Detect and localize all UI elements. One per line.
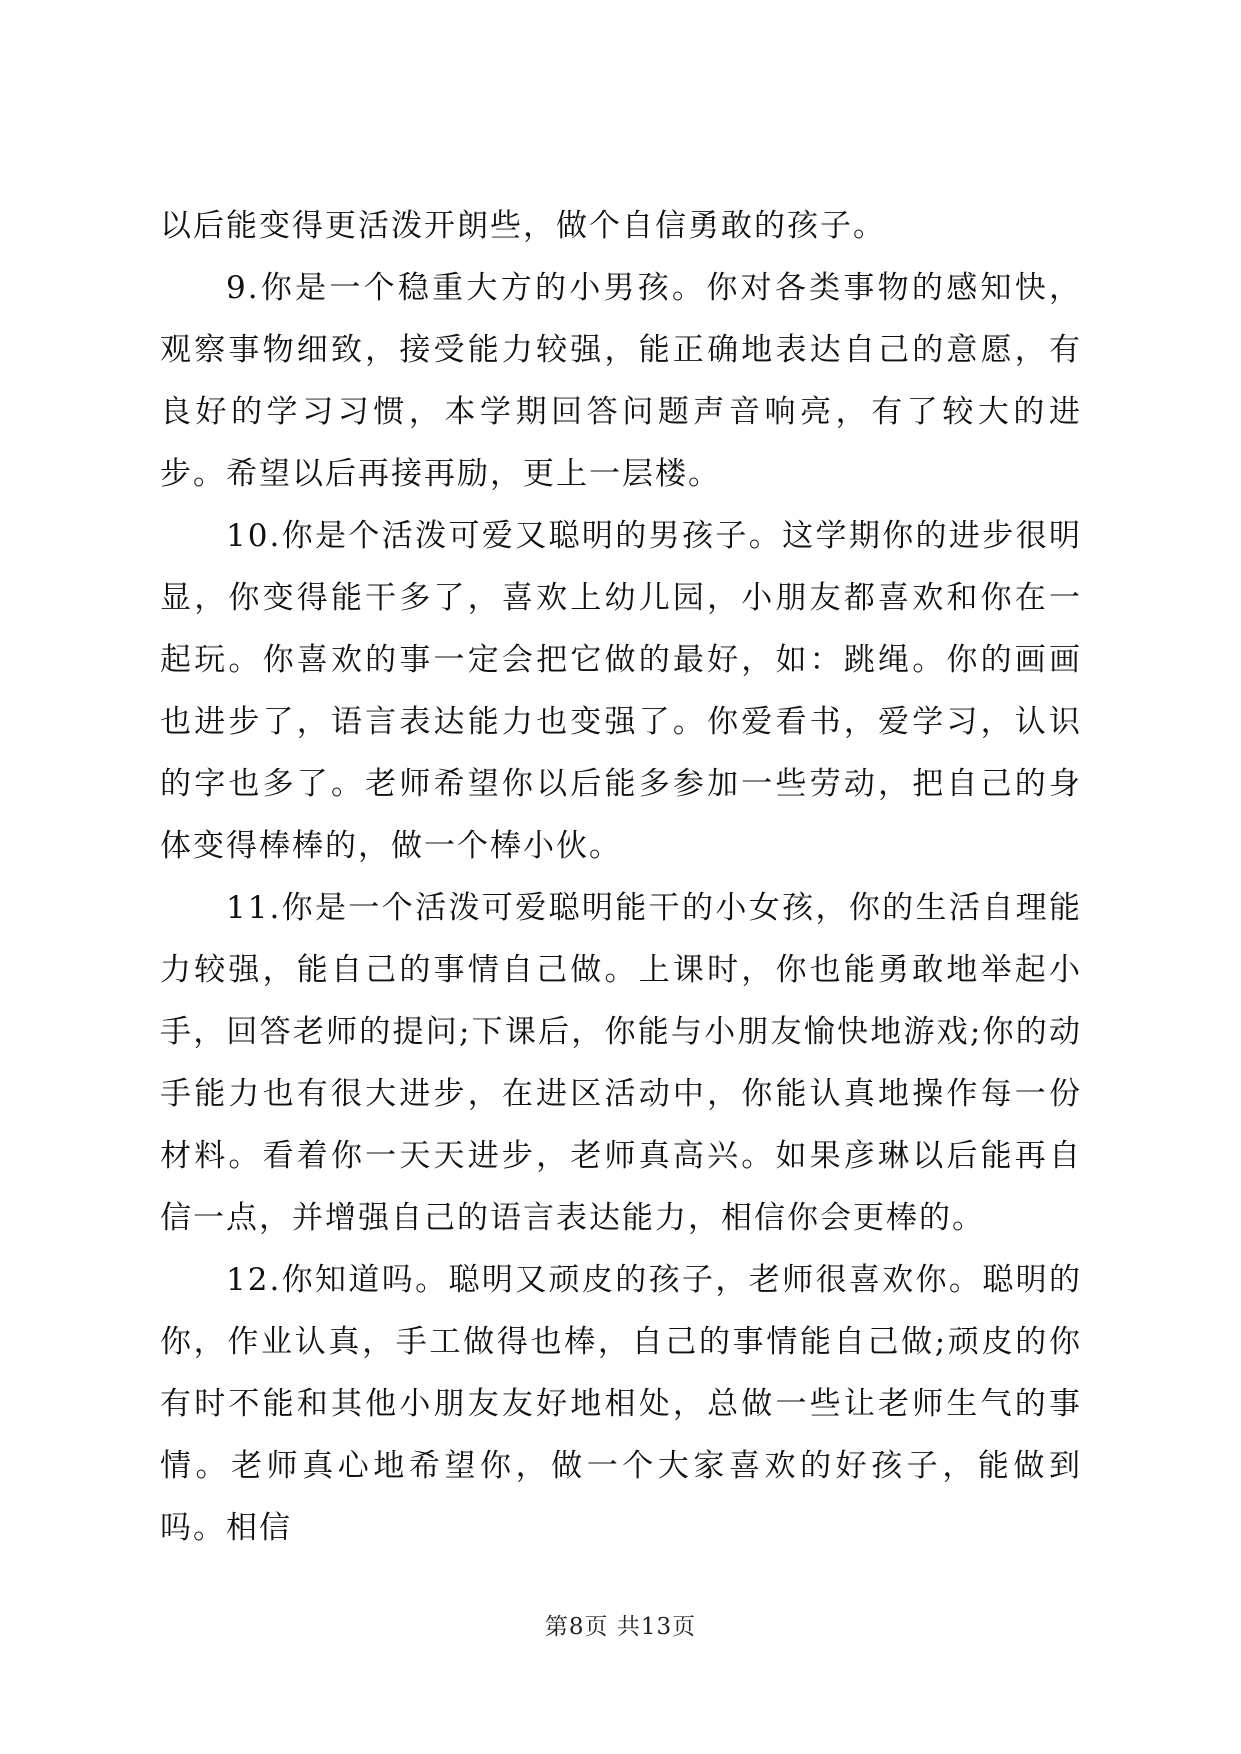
page-number-footer: 第8页 共13页 — [544, 1614, 697, 1640]
document-body — [160, 195, 1082, 1559]
paragraph-item-10: 10.你是个活泼可爱又聪明的男孩子。这学期你的进步很明显，你变得能干多了，喜欢上幼儿园，小朋友都喜欢和你在一起玩。你喜欢的事一定会把它做的最好，如：跳绳。你的画画也进步了，语言表达能力也变强了。你爱看书，爱学习，认识的字也多了。老师希望你以后能多参加一些劳动，把自己的身体变得棒棒的，做一个棒小伙。 — [160, 518, 1082, 864]
paragraph-item-11: 11.你是一个活泼可爱聪明能干的小女孩，你的生活自理能力较强，能自己的事情自己做。上课时，你也能勇敢地举起小手，回答老师的提问;下课后，你能与小朋友愉快地游戏;你的动手能力也有很大进步，在进区活动中，你能认真地操作每一份材料。看着你一天天进步，老师真高兴。如果彦琳以后能再自信一点，并增强自己的语言表达能力，相信你会更棒的。 — [160, 890, 1082, 1236]
paragraph-item-12: 12.你知道吗。聪明又顽皮的孩子，老师很喜欢你。聪明的你，作业认真，手工做得也棒，自己的事情能自己做;顽皮的你有时不能和其他小朋友友好地相处，总做一些让老师生气的事情。老师真心地希望你，做一个大家喜欢的好孩子，能做到吗。相信 — [160, 1262, 1082, 1546]
paragraph-continued: 以后能变得更活泼开朗些，做个自信勇敢的孩子。 — [160, 208, 886, 244]
paragraph-item-9: 9.你是一个稳重大方的小男孩。你对各类事物的感知快，观察事物细致，接受能力较强，能正确地表达自己的意愿，有良好的学习习惯，本学期回答问题声音响亮，有了较大的进步。希望以后再接再励，更上一层楼。 — [160, 270, 1082, 492]
